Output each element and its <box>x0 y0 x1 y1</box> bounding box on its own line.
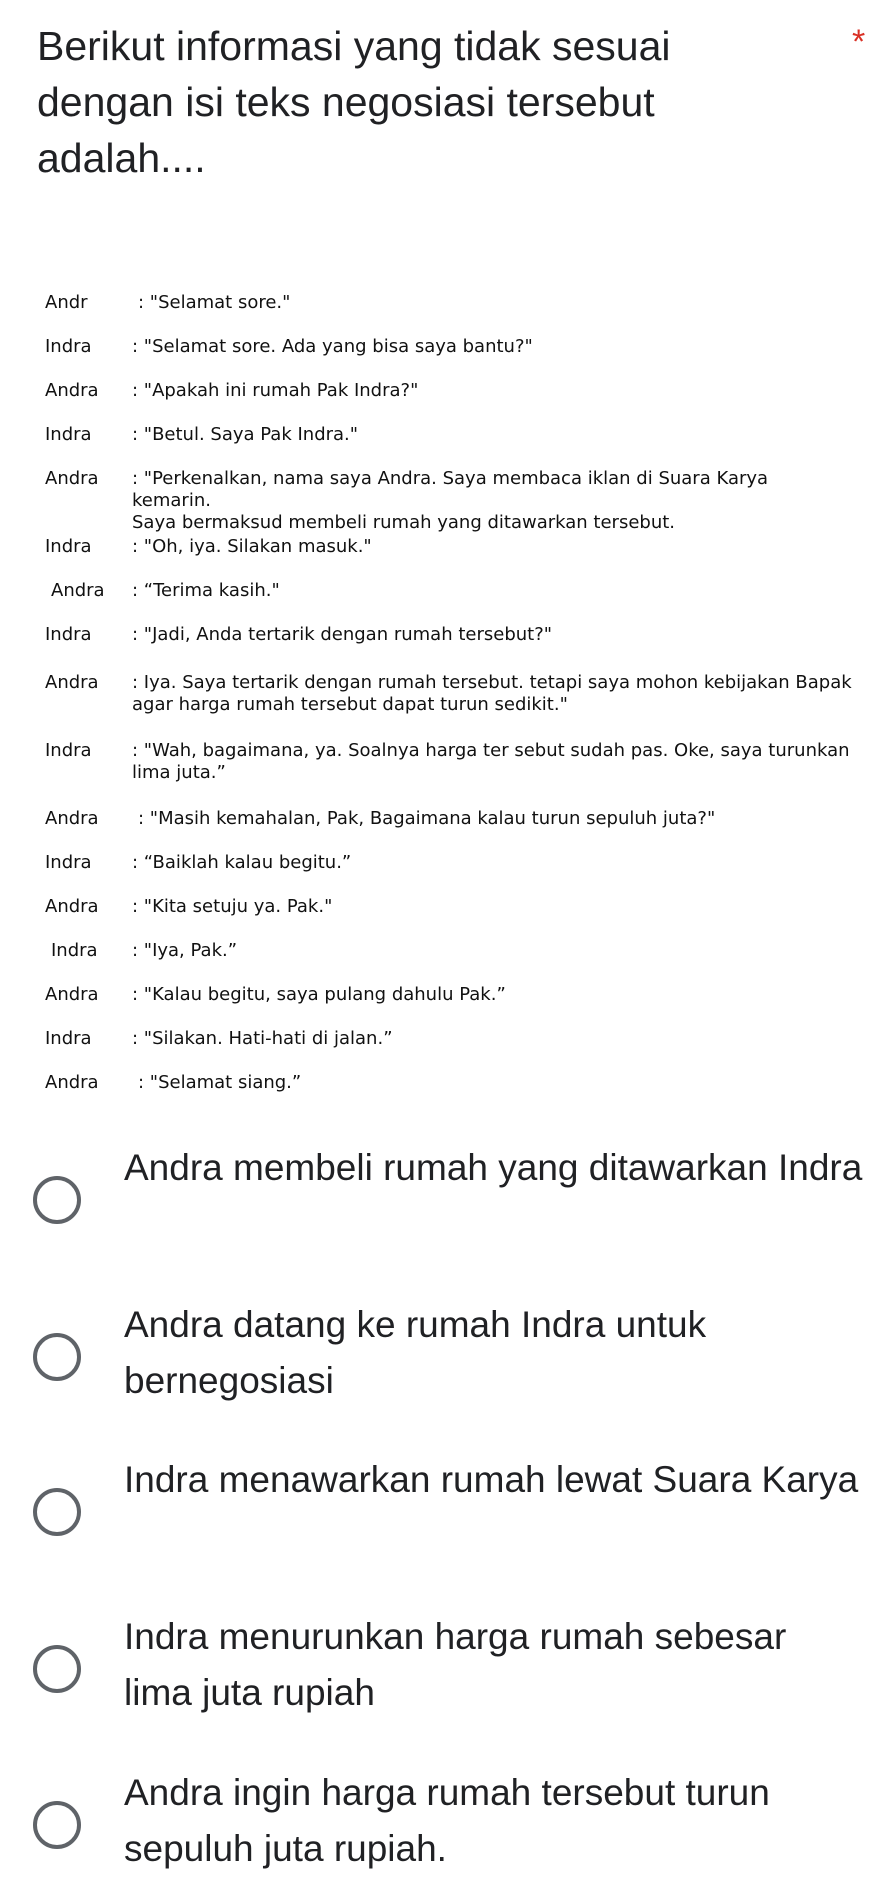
dialog-speaker: Indra <box>45 852 92 873</box>
answer-option[interactable] <box>0 1297 895 1417</box>
dialog-speaker: Andra <box>51 580 105 601</box>
answer-option[interactable] <box>0 1609 895 1729</box>
dialog-utterance: : "Silakan. Hati-hati di jalan.” <box>132 1028 393 1049</box>
radio-button-icon[interactable] <box>33 1176 81 1224</box>
dialog-speaker: Indra <box>45 624 92 645</box>
dialog-utterance: : "Selamat siang.” <box>138 1072 302 1093</box>
option-label: Andra ingin harga rumah tersebut turun sepuluh juta rupiah. <box>124 1772 770 1869</box>
dialog-utterance: : "Oh, iya. Silakan masuk." <box>132 536 372 557</box>
dialog-speaker: Andra <box>45 808 99 829</box>
dialog-speaker: Indra <box>45 740 92 761</box>
question-title: Berikut informasi yang tidak sesuai dengan isi teks negosiasi tersebut adalah.... <box>37 23 671 181</box>
dialog-utterance: : "Jadi, Anda tertarik dengan rumah tersebut?" <box>132 624 553 645</box>
option-label: Andra datang ke rumah Indra untuk bernegosiasi <box>124 1304 707 1401</box>
dialog-utterance: : "Selamat sore." <box>138 292 291 313</box>
dialog-speaker: Indra <box>51 940 98 961</box>
dialog-utterance: : “Terima kasih." <box>132 580 280 601</box>
dialog-speaker: Andra <box>45 1072 99 1093</box>
radio-button-icon[interactable] <box>33 1488 81 1536</box>
radio-button-icon[interactable] <box>33 1333 81 1381</box>
dialog-speaker: Indra <box>45 1028 92 1049</box>
dialog-speaker: Indra <box>45 536 92 557</box>
answer-option[interactable] <box>0 1140 895 1260</box>
dialog-speaker: Andr <box>45 292 88 313</box>
option-label: Indra menurunkan harga rumah sebesar lima juta rupiah <box>124 1616 787 1713</box>
dialog-utterance: : "Selamat sore. Ada yang bisa saya bantu?" <box>132 336 533 357</box>
dialog-utterance: : Iya. Saya tertarik dengan rumah tersebut. tetapi saya mohon kebijakan Bapak agar harga rumah tersebut dapat turun sedikit." <box>132 672 852 715</box>
dialog-speaker: Andra <box>45 672 99 693</box>
dialog-utterance: : "Perkenalkan, nama saya Andra. Saya membaca iklan di Suara Karya kemarin. Saya bermaksud membeli rumah yang ditawarkan tersebut. <box>132 468 769 533</box>
dialog-speaker: Indra <box>45 424 92 445</box>
dialog-speaker: Andra <box>45 380 99 401</box>
dialog-utterance: : "Betul. Saya Pak Indra." <box>132 424 359 445</box>
dialog-utterance: : "Masih kemahalan, Pak, Bagaimana kalau turun sepuluh juta?" <box>138 808 716 829</box>
dialog-utterance: : "Wah, bagaimana, ya. Soalnya harga ter sebut sudah pas. Oke, saya turunkan lima juta.” <box>132 740 850 783</box>
required-asterisk: * <box>852 23 866 61</box>
dialog-speaker: Andra <box>45 468 99 489</box>
radio-button-icon[interactable] <box>33 1645 81 1693</box>
radio-button-icon[interactable] <box>33 1801 81 1849</box>
dialog-utterance: : "Apakah ini rumah Pak Indra?" <box>132 380 419 401</box>
answer-option[interactable] <box>0 1452 895 1572</box>
dialog-speaker: Indra <box>45 336 92 357</box>
dialog-utterance: : “Baiklah kalau begitu.” <box>132 852 352 873</box>
dialog-speaker: Andra <box>45 896 99 917</box>
dialog-utterance: : "Kalau begitu, saya pulang dahulu Pak.” <box>132 984 506 1005</box>
dialog-speaker: Andra <box>45 984 99 1005</box>
dialog-utterance: : "Iya, Pak.” <box>132 940 238 961</box>
option-label: Indra menawarkan rumah lewat Suara Karya <box>124 1459 859 1500</box>
option-label: Andra membeli rumah yang ditawarkan Indra <box>124 1147 863 1188</box>
dialog-utterance: : "Kita setuju ya. Pak." <box>132 896 333 917</box>
answer-option[interactable] <box>0 1765 895 1885</box>
